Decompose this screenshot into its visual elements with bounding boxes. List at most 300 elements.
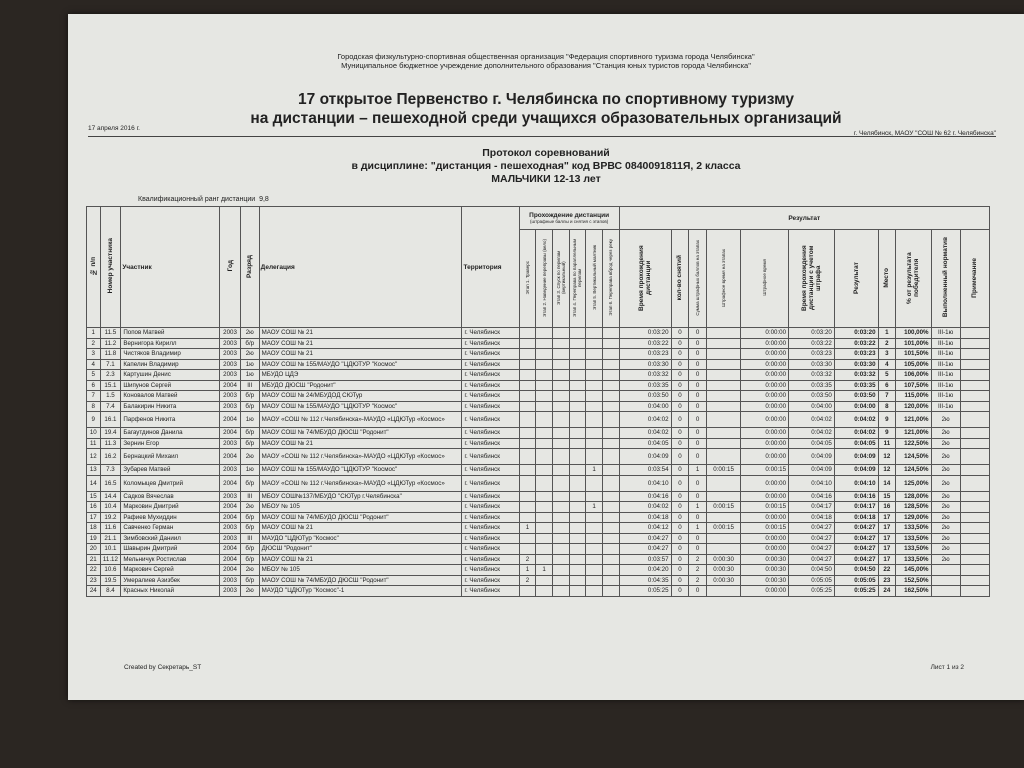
row-time-with-penalty: 0:03:30 [789,359,835,370]
row-territory: г. Челябинск [462,544,519,555]
row-stage-5 [586,544,603,555]
row-bib: 7.3 [100,465,121,476]
row-year: 2004 [220,449,241,465]
rank-value: 9,8 [259,196,269,203]
row-stage-1 [519,544,536,555]
row-num: 13 [87,465,101,476]
row-penalty-time: 0:00:15 [741,502,789,513]
row-year: 2004 [220,502,241,513]
row-stage-6 [602,523,619,534]
row-time: 0:04:20 [619,565,671,576]
row-norm [931,565,960,576]
row-delegation: МБОУ № 105 [259,502,462,513]
col-removals: кол-во снятий [671,230,689,328]
row-removals: 0 [671,491,689,502]
row-bib: 10.1 [100,544,121,555]
row-stage-4 [569,502,586,513]
col-num: № п/п [87,207,101,328]
row-delegation: МАОУ СОШ № 21 [259,349,462,360]
row-territory: г. Челябинск [462,391,519,402]
row-place: 4 [878,359,896,370]
row-penalty-time: 0:00:30 [741,575,789,586]
row-time-with-penalty: 0:03:23 [789,349,835,360]
row-stage-2 [536,391,553,402]
row-place: 11 [878,438,896,449]
row-penalty-time-stages [706,380,740,391]
row-time-with-penalty: 0:04:27 [789,544,835,555]
table-row [87,512,990,523]
row-num: 9 [87,412,101,428]
row-stage-3 [552,401,569,412]
row-removals: 0 [671,359,689,370]
row-year: 2003 [220,523,241,534]
row-stage-1 [519,449,536,465]
row-penalty-time-stages [706,349,740,360]
row-stage-6 [602,586,619,597]
row-time-with-penalty: 0:04:27 [789,554,835,565]
row-note [960,338,989,349]
row-place: 1 [878,328,896,339]
row-norm: 2ю [931,523,960,534]
row-percent: 129,00% [896,512,931,523]
row-stage-1 [519,475,536,491]
row-norm: III-1ю [931,359,960,370]
row-removals: 0 [671,523,689,534]
row-stage-6 [602,380,619,391]
row-stage-6 [602,359,619,370]
row-stage-1 [519,359,536,370]
row-stage-1 [519,465,536,476]
row-year: 2003 [220,465,241,476]
row-razryad: 2ю [240,449,259,465]
row-participant: Марковин Дмитрий [121,502,220,513]
row-stage-4 [569,533,586,544]
row-time: 0:03:22 [619,338,671,349]
row-percent: 115,00% [896,391,931,402]
row-penalty-points: 0 [689,391,707,402]
row-removals: 0 [671,401,689,412]
row-year: 2003 [220,370,241,381]
row-stage-3 [552,554,569,565]
row-stage-5: 1 [586,465,603,476]
row-time-with-penalty: 0:04:10 [789,475,835,491]
row-penalty-points: 2 [689,575,707,586]
row-percent: 122,50% [896,438,931,449]
row-stage-4 [569,338,586,349]
row-time-with-penalty: 0:03:50 [789,391,835,402]
row-territory: г. Челябинск [462,438,519,449]
row-norm: III-1ю [931,349,960,360]
row-note [960,554,989,565]
row-delegation: МБУДО ДЮСШ "Родонит" [259,380,462,391]
col-norm: Выполненный норматив [931,230,960,328]
row-stage-1 [519,391,536,402]
row-delegation: МАОУ «СОШ № 112 г.Челябинска»-МАУДО «ЦДЮТур «Космос» [259,449,462,465]
row-norm: 2ю [931,554,960,565]
row-participant: Савченко Герман [121,523,220,534]
row-stage-3 [552,438,569,449]
row-penalty-points: 0 [689,475,707,491]
row-stage-4 [569,465,586,476]
competition-place: г. Челябинск, МАОУ "СОШ № 62 г. Челябинска" [853,130,996,137]
row-percent: 133,50% [896,544,931,555]
row-participant: Красных Николай [121,586,220,597]
row-stage-1: 1 [519,565,536,576]
row-time: 0:04:02 [619,428,671,439]
row-delegation: МАОУ СОШ № 21 [259,338,462,349]
row-time: 0:04:05 [619,438,671,449]
row-penalty-points: 0 [689,359,707,370]
row-result: 0:03:30 [834,359,878,370]
title-line-2: на дистанции – пешеходной среди учащихся образовательных организаций [250,110,842,127]
row-penalty-time: 0:00:00 [741,338,789,349]
row-participant: Умералиев Азизбек [121,575,220,586]
row-participant: Вернигора Кирилл [121,338,220,349]
row-time: 0:03:50 [619,391,671,402]
row-stage-5 [586,475,603,491]
row-result: 0:04:10 [834,475,878,491]
row-stage-4 [569,449,586,465]
row-stage-4 [569,349,586,360]
row-participant: Чистяков Владимир [121,349,220,360]
row-percent: 101,00% [896,338,931,349]
row-time: 0:03:23 [619,349,671,360]
col-penalty-time: Штрафное время [741,230,789,328]
row-result: 0:04:18 [834,512,878,523]
row-participant: Шавырин Дмитрий [121,544,220,555]
row-num: 17 [87,512,101,523]
row-razryad: б/р [240,338,259,349]
row-stage-6 [602,338,619,349]
row-stage-3 [552,338,569,349]
row-num: 10 [87,428,101,439]
row-participant: Парфенов Никита [121,412,220,428]
row-stage-4 [569,401,586,412]
row-participant: Коломыцев Дмитрий [121,475,220,491]
col-year: Год [220,207,241,328]
row-stage-5 [586,401,603,412]
row-territory: г. Челябинск [462,412,519,428]
row-stage-5 [586,428,603,439]
row-stage-6 [602,465,619,476]
row-razryad: 1ю [240,359,259,370]
row-delegation: МАОУ СОШ № 21 [259,328,462,339]
row-stage-4 [569,575,586,586]
row-stage-5 [586,586,603,597]
col-stage-1: Этап 1. Траверс [519,230,536,328]
row-territory: г. Челябинск [462,401,519,412]
row-stage-4 [569,523,586,534]
row-participant: Шипунов Сергей [121,380,220,391]
row-note [960,370,989,381]
row-bib: 7.4 [100,401,121,412]
row-note [960,523,989,534]
col-place: Место [878,230,896,328]
row-penalty-points: 0 [689,438,707,449]
row-stage-3 [552,380,569,391]
row-stage-6 [602,491,619,502]
row-note [960,475,989,491]
row-stage-1: 2 [519,554,536,565]
row-stage-3 [552,575,569,586]
row-year: 2003 [220,338,241,349]
row-penalty-time: 0:00:00 [741,438,789,449]
row-stage-2 [536,338,553,349]
row-year: 2004 [220,428,241,439]
row-stage-6 [602,502,619,513]
row-penalty-time: 0:00:00 [741,491,789,502]
row-removals: 0 [671,449,689,465]
row-num: 24 [87,586,101,597]
row-removals: 0 [671,328,689,339]
row-penalty-time-stages [706,449,740,465]
row-percent: 128,50% [896,502,931,513]
row-note [960,491,989,502]
row-stage-5 [586,575,603,586]
row-result: 0:03:50 [834,391,878,402]
row-penalty-time: 0:00:00 [741,544,789,555]
row-time-with-penalty: 0:04:27 [789,523,835,534]
row-penalty-time: 0:00:00 [741,586,789,597]
row-stage-2 [536,586,553,597]
row-penalty-time-stages [706,401,740,412]
row-territory: г. Челябинск [462,349,519,360]
row-removals: 0 [671,391,689,402]
row-stage-4 [569,359,586,370]
row-participant: Зубарев Матвей [121,465,220,476]
discipline: в дисциплине: "дистанция - пешеходная" код ВРВС 0840091811Я, 2 класса [351,160,741,172]
row-stage-3 [552,328,569,339]
row-participant: Коновалов Матвей [121,391,220,402]
row-note [960,575,989,586]
row-participant: Балакирин Никита [121,401,220,412]
row-stage-6 [602,449,619,465]
row-stage-2: 1 [536,565,553,576]
row-stage-6 [602,391,619,402]
row-penalty-time-stages [706,533,740,544]
row-time: 0:05:25 [619,586,671,597]
col-time-with-penalty: Время прохождения дистанции с учетом штрафа [789,230,835,328]
table-row [87,349,990,360]
row-stage-5 [586,554,603,565]
row-delegation: МАОУ СОШ № 155/МАУДО "ЦДЮТУР "Космос" [259,359,462,370]
row-result: 0:03:32 [834,370,878,381]
row-stage-6 [602,428,619,439]
row-stage-6 [602,575,619,586]
row-stage-2 [536,449,553,465]
row-note [960,359,989,370]
row-result: 0:03:20 [834,328,878,339]
row-stage-5 [586,338,603,349]
table-row [87,575,990,586]
row-territory: г. Челябинск [462,475,519,491]
row-stage-1 [519,401,536,412]
rank-label: Квалификационный ранг дистанции [138,196,256,203]
table-row [87,475,990,491]
row-stage-1 [519,380,536,391]
row-stage-2 [536,502,553,513]
row-place: 9 [878,412,896,428]
table-row [87,449,990,465]
row-stage-1: 2 [519,575,536,586]
row-stage-3 [552,428,569,439]
row-penalty-time-stages [706,370,740,381]
row-bib: 2.3 [100,370,121,381]
row-stage-2 [536,328,553,339]
row-num: 3 [87,349,101,360]
row-note [960,328,989,339]
row-removals: 0 [671,412,689,428]
row-penalty-points: 0 [689,449,707,465]
row-stage-6 [602,512,619,523]
row-note [960,391,989,402]
row-territory: г. Челябинск [462,428,519,439]
row-time-with-penalty: 0:03:32 [789,370,835,381]
row-time-with-penalty: 0:04:16 [789,491,835,502]
row-note [960,401,989,412]
row-result: 0:03:23 [834,349,878,360]
row-participant: Картушин Денис [121,370,220,381]
row-stage-2 [536,349,553,360]
row-removals: 0 [671,533,689,544]
row-stage-4 [569,438,586,449]
row-removals: 0 [671,380,689,391]
row-stage-2 [536,370,553,381]
row-stage-3 [552,565,569,576]
row-percent: 133,50% [896,533,931,544]
row-note [960,465,989,476]
row-delegation: МАОУ СОШ № 155/МАУДО "ЦДЮТУР "Космос" [259,401,462,412]
row-penalty-time-stages: 0:00:30 [706,554,740,565]
row-penalty-time-stages [706,512,740,523]
row-penalty-time: 0:00:00 [741,449,789,465]
row-time: 0:04:35 [619,575,671,586]
row-penalty-time-stages [706,412,740,428]
row-norm: 2ю [931,512,960,523]
row-place: 8 [878,401,896,412]
row-note [960,544,989,555]
row-participant: Бернацкий Михаил [121,449,220,465]
row-bib: 21.1 [100,533,121,544]
row-penalty-time: 0:00:00 [741,359,789,370]
row-participant: Рафиев Мухиддин [121,512,220,523]
row-result: 0:04:09 [834,449,878,465]
row-stage-6 [602,370,619,381]
col-stage-2: Этап 2. Наведение переправы (вело) [536,230,553,328]
row-penalty-time: 0:00:00 [741,412,789,428]
row-note [960,449,989,465]
row-num: 5 [87,370,101,381]
row-penalty-time-stages [706,428,740,439]
row-stage-6 [602,349,619,360]
row-stage-2 [536,575,553,586]
row-norm: 2ю [931,438,960,449]
row-percent: 100,00% [896,328,931,339]
row-num: 4 [87,359,101,370]
row-razryad: 1ю [240,412,259,428]
row-penalty-points: 0 [689,338,707,349]
row-time: 0:03:54 [619,465,671,476]
row-penalty-time-stages [706,544,740,555]
row-stage-2 [536,428,553,439]
row-penalty-time: 0:00:15 [741,465,789,476]
row-stage-3 [552,359,569,370]
row-delegation: ДЮСШ "Родонит" [259,544,462,555]
row-norm: 2ю [931,412,960,428]
row-result: 0:04:16 [834,491,878,502]
row-year: 2004 [220,412,241,428]
row-place: 5 [878,370,896,381]
row-bib: 11.2 [100,338,121,349]
row-bib: 19.4 [100,428,121,439]
results-body [87,328,990,597]
row-territory: г. Челябинск [462,565,519,576]
row-stage-5 [586,359,603,370]
row-place: 12 [878,449,896,465]
row-year: 2003 [220,328,241,339]
col-time: Время прохождения дистанции [619,230,671,328]
row-stage-3 [552,523,569,534]
row-penalty-points: 0 [689,401,707,412]
row-penalty-time-stages [706,391,740,402]
row-note [960,428,989,439]
row-note [960,349,989,360]
row-territory: г. Челябинск [462,328,519,339]
row-territory: г. Челябинск [462,575,519,586]
row-stage-6 [602,565,619,576]
row-delegation: МАОУ СОШ № 21 [259,554,462,565]
row-stage-1 [519,370,536,381]
row-percent: 106,00% [896,370,931,381]
row-place: 12 [878,465,896,476]
row-penalty-time-stages [706,475,740,491]
row-stage-5 [586,523,603,534]
row-stage-5 [586,370,603,381]
row-stage-2 [536,475,553,491]
row-removals: 0 [671,370,689,381]
row-razryad: III [240,533,259,544]
row-delegation: МАОУ СОШ № 155/МАУДО "ЦДЮТУР "Космос" [259,465,462,476]
row-place: 24 [878,586,896,597]
row-result: 0:04:02 [834,412,878,428]
row-percent: 152,50% [896,575,931,586]
row-stage-1 [519,338,536,349]
row-time-with-penalty: 0:04:00 [789,401,835,412]
col-participant: Участник [121,207,220,328]
table-row [87,523,990,534]
row-penalty-points: 2 [689,565,707,576]
col-penalty-points: Сумма штрафных баллов на этапах [689,230,707,328]
row-norm: 2ю [931,544,960,555]
row-penalty-time: 0:00:00 [741,370,789,381]
row-time-with-penalty: 0:03:20 [789,328,835,339]
row-participant: Маркович Сергей [121,565,220,576]
table-row [87,565,990,576]
row-removals: 0 [671,586,689,597]
row-bib: 19.2 [100,512,121,523]
row-participant: Зимбовский Даниил [121,533,220,544]
row-bib: 16.5 [100,475,121,491]
row-delegation: МАОУ СОШ № 74/МБУДО ДЮСШ "Родонит" [259,575,462,586]
distance-rank [138,196,269,203]
table-row [87,328,990,339]
row-time: 0:04:27 [619,544,671,555]
row-stage-4 [569,412,586,428]
row-num: 19 [87,533,101,544]
row-razryad: б/р [240,554,259,565]
row-norm: 2ю [931,428,960,439]
row-stage-5 [586,380,603,391]
